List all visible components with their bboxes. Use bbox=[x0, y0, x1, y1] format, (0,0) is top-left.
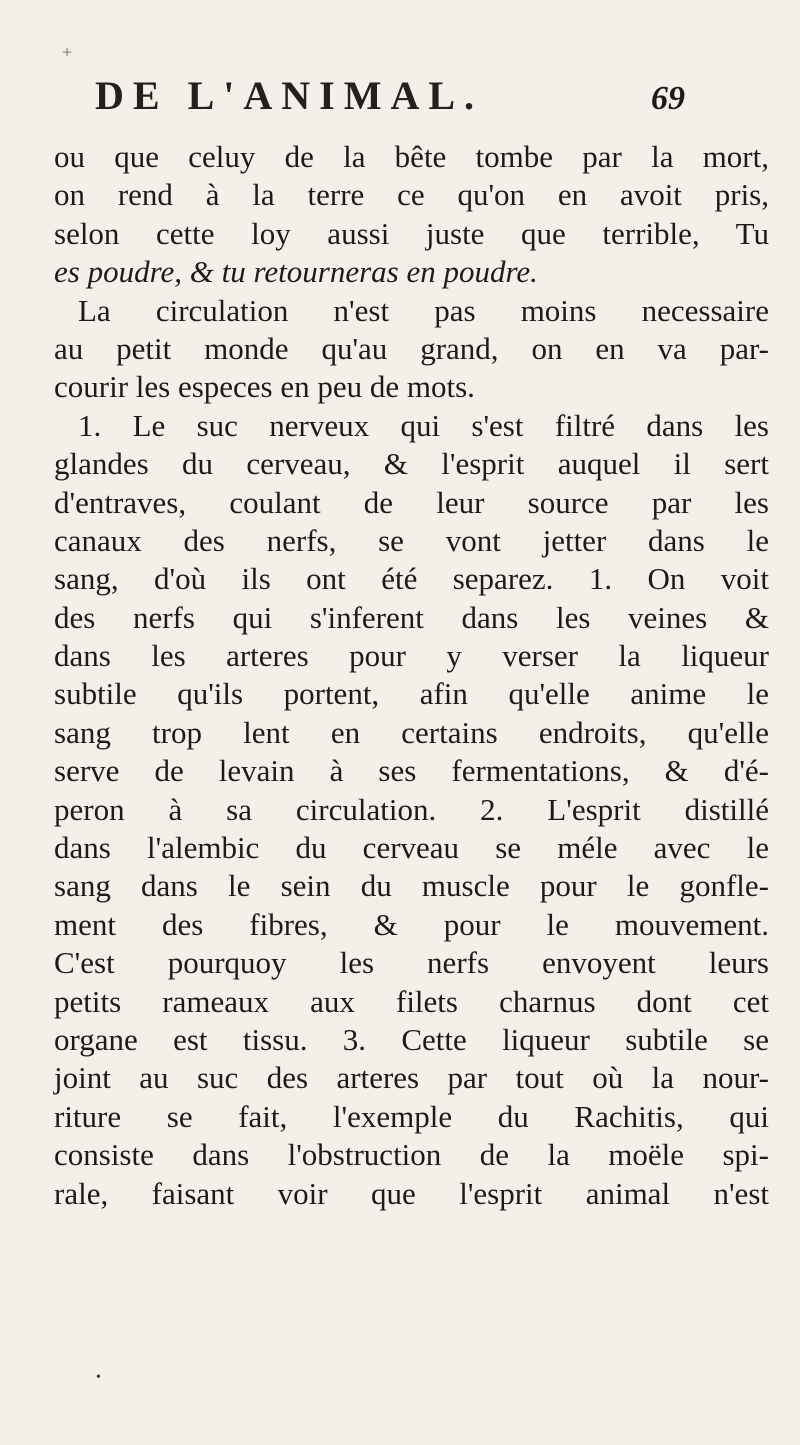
text-line: des nerfs qui s'inferent dans les veines & bbox=[54, 599, 769, 635]
page-header bbox=[95, 72, 685, 119]
text-line: La circulation n'est pas moins necessaire bbox=[78, 292, 769, 328]
text-line: d'entraves, coulant de leur source par les bbox=[54, 484, 769, 520]
text-line: selon cette loy aussi juste que terrible, Tu bbox=[54, 215, 769, 251]
text-line: rale, faisant voir que l'esprit animal n'est bbox=[54, 1175, 769, 1211]
text-line: petits rameaux aux filets charnus dont cet bbox=[54, 983, 769, 1019]
text-line: dans les arteres pour y verser la liqueur bbox=[54, 638, 769, 674]
text-line: serve de levain à ses fermentations, & d'é- bbox=[54, 753, 769, 789]
body-text bbox=[54, 138, 769, 1213]
page-number: 69 bbox=[651, 80, 685, 117]
text-line: au petit monde qu'au grand, on en va par- bbox=[54, 330, 769, 366]
text-line: courir les especes en peu de mots. bbox=[54, 369, 475, 405]
text-line: joint au suc des arteres par tout où la nour- bbox=[54, 1060, 769, 1096]
printer-mark: + bbox=[62, 42, 73, 62]
text-line: sang trop lent en certains endroits, qu'elle bbox=[54, 714, 769, 750]
running-head: DE L'ANIMAL. bbox=[95, 73, 484, 118]
text-line: organe est tissu. 3. Cette liqueur subtile se bbox=[54, 1021, 769, 1057]
text-line: on rend à la terre ce qu'on en avoit pris, bbox=[54, 177, 769, 213]
text-line: peron à sa circulation. 2. L'esprit distillé bbox=[54, 791, 769, 827]
text-line: es poudre, & tu retourneras en poudre. bbox=[54, 254, 538, 290]
text-line: riture se fait, l'exemple du Rachitis, qui bbox=[54, 1098, 769, 1134]
text-line: glandes du cerveau, & l'esprit auquel il sert bbox=[54, 446, 769, 482]
text-line: dans l'alembic du cerveau se méle avec le bbox=[54, 830, 769, 866]
ink-mark: • bbox=[96, 1370, 101, 1385]
text-line: sang dans le sein du muscle pour le gonfle- bbox=[54, 868, 769, 904]
text-line: canaux des nerfs, se vont jetter dans le bbox=[54, 522, 769, 558]
text-line: ou que celuy de la bête tombe par la mort, bbox=[54, 139, 769, 174]
text-line: 1. Le suc nerveux qui s'est filtré dans les bbox=[78, 407, 769, 443]
text-line: sang, d'où ils ont été separez. 1. On voit bbox=[54, 561, 769, 597]
text-line: ment des fibres, & pour le mouvement. bbox=[54, 906, 769, 942]
text-line: consiste dans l'obstruction de la moële spi- bbox=[54, 1137, 769, 1173]
text-line: C'est pourquoy les nerfs envoyent leurs bbox=[54, 945, 769, 981]
text-line: subtile qu'ils portent, afin qu'elle anime le bbox=[54, 676, 769, 712]
